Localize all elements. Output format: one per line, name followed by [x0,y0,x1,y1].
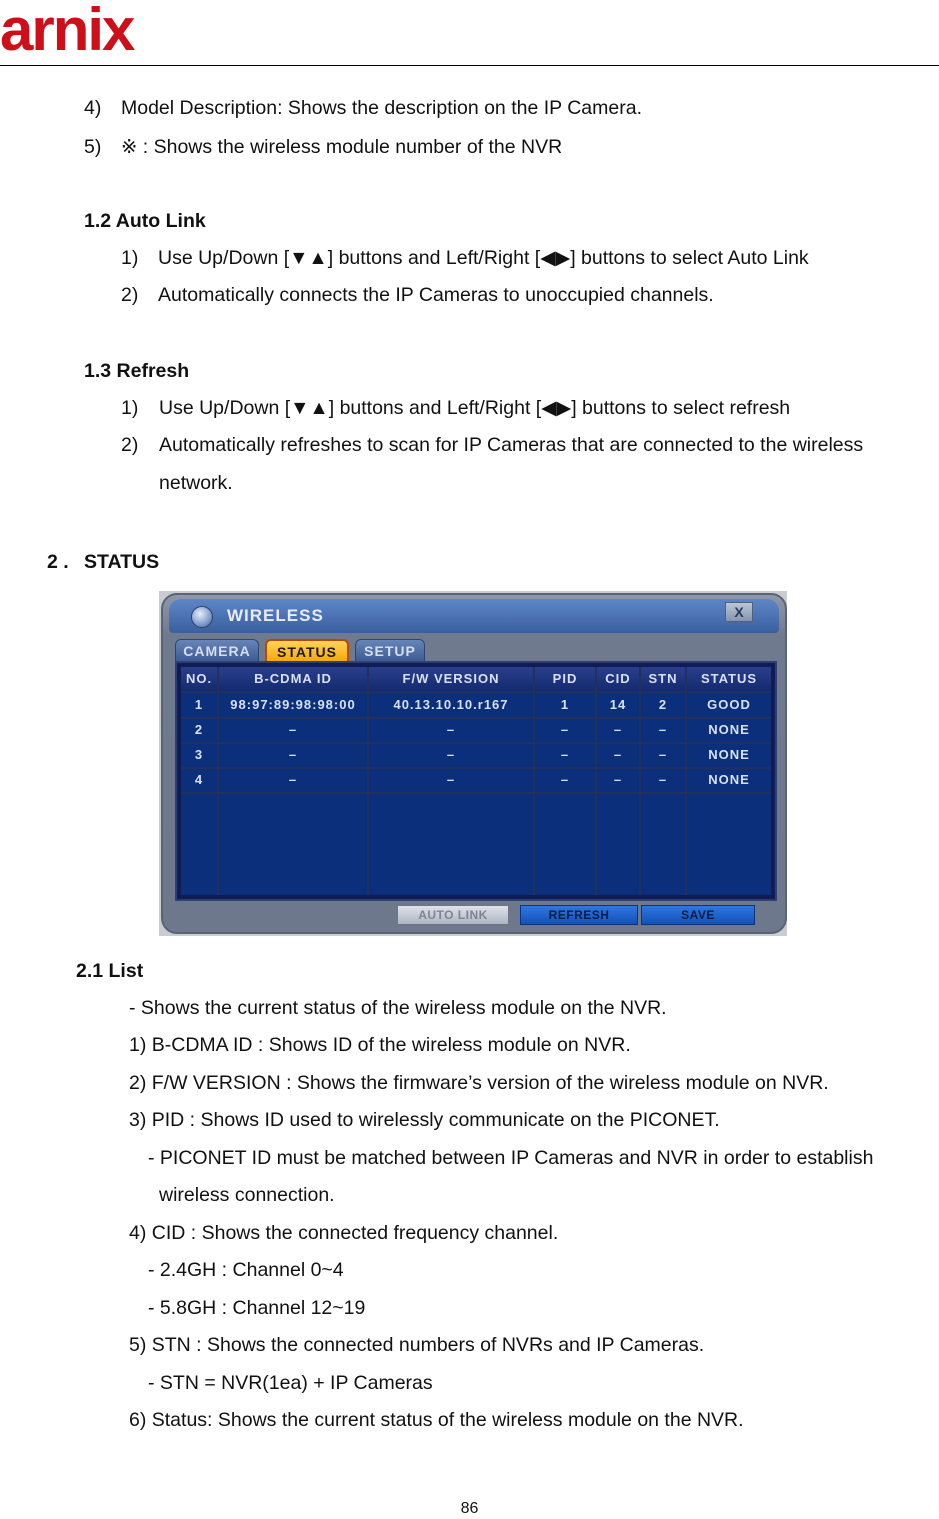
table-cell: – [446,772,456,787]
table-cell: – [658,772,668,787]
auto-link-step-1-number: 1) [121,247,139,269]
table-cell: 14 [609,697,627,712]
heading-refresh: 1.3 Refresh [84,360,190,382]
wireless-status-dialog [159,591,787,936]
table-cell: – [288,747,298,762]
item-5-number: 5) [84,136,102,158]
item-4-number: 4) [84,97,102,119]
table-cell: 3 [194,747,204,762]
heading-auto-link: 1.2 Auto Link [84,210,206,232]
table-cell: 40.13.10.10.r167 [393,697,509,712]
refresh-step-1-number: 1) [121,397,139,419]
table-cell: 98:97:89:98:98:00 [230,697,356,712]
tab-status[interactable]: STATUS [265,639,349,665]
column-header-status: STATUS [687,667,771,691]
table-cell: – [613,747,623,762]
status-table [181,667,771,895]
svg-text:arnix: arnix [0,0,134,63]
column-header-bcdma-id: B-CDMA ID [219,667,367,691]
dialog-window [161,593,787,934]
table-cell: – [288,772,298,787]
item-5-text: ※ : Shows the wireless module number of the NVR [121,136,563,158]
auto-link-step-2-number: 2) [121,284,139,306]
table-cell: – [560,747,570,762]
list-item-cid: 4) CID : Shows the connected frequency channel. [129,1222,559,1244]
column-header-fw-version: F/W VERSION [369,667,533,691]
tab-setup[interactable]: SETUP [355,639,425,663]
auto-link-button[interactable]: AUTO LINK [397,905,509,925]
refresh-step-1: Use Up/Down [▼▲] buttons and Left/Right [◀▶] buttons to select refresh [159,397,791,419]
dialog-titlebar [169,599,779,633]
stn-note: - STN = NVR(1ea) + IP Cameras [148,1372,433,1394]
heading-status: STATUS [84,551,160,573]
table-cell: – [560,722,570,737]
table-cell: – [613,772,623,787]
close-button[interactable]: X [725,602,753,622]
table-cell: NONE [708,747,750,762]
cid-note-58: - 5.8GH : Channel 12~19 [148,1297,366,1319]
list-item-pid: 3) PID : Shows ID used to wirelessly communicate on the PICONET. [129,1109,720,1131]
item-4-text: Model Description: Shows the description on the IP Camera. [121,97,642,119]
refresh-step-2-number: 2) [121,434,139,456]
table-cell: 1 [194,697,204,712]
list-item-fw-version: 2) F/W VERSION : Shows the firmware’s version of the wireless module on NVR. [129,1072,829,1094]
list-item-bcdma-id: 1) B-CDMA ID : Shows ID of the wireless module on NVR. [129,1034,631,1056]
table-cell: 4 [194,772,204,787]
section-2-number: 2 . [47,551,69,573]
list-desc: - Shows the current status of the wireless module on the NVR. [129,997,667,1019]
table-cell: – [288,722,298,737]
table-cell: – [560,772,570,787]
refresh-button[interactable]: REFRESH [520,905,638,925]
table-cell: – [446,747,456,762]
arnix-logo [0,0,180,66]
save-button[interactable]: SAVE [641,905,755,925]
dialog-title: WIRELESS [227,606,324,625]
refresh-step-2-line-2: network. [159,472,233,494]
auto-link-step-2: Automatically connects the IP Cameras to unoccupied channels. [158,284,714,306]
table-cell: – [613,722,623,737]
table-cell: NONE [708,722,750,737]
table-cell: – [658,747,668,762]
auto-link-step-1: Use Up/Down [▼▲] buttons and Left/Right [◀▶] buttons to select Auto Link [158,247,809,269]
grid-line [181,792,771,794]
page-number: 86 [460,1500,479,1517]
heading-list: 2.1 List [76,960,144,982]
column-header-pid: PID [535,667,595,691]
table-cell: 2 [194,722,204,737]
refresh-step-2-line-1: Automatically refreshes to scan for IP Cameras that are connected to the wireless [159,434,864,456]
table-cell: 2 [658,697,668,712]
pid-note-line-1: - PICONET ID must be matched between IP Cameras and NVR in order to establish [148,1147,874,1169]
table-cell: 1 [560,697,570,712]
column-header-stn: STN [641,667,685,691]
tab-camera[interactable]: CAMERA [175,639,259,663]
status-panel [175,661,777,901]
table-cell: GOOD [707,697,751,712]
header-rule [0,65,939,66]
table-cell: NONE [708,772,750,787]
column-header-no: NO. [181,667,217,691]
list-item-stn: 5) STN : Shows the connected numbers of NVRs and IP Cameras. [129,1334,705,1356]
list-item-status: 6) Status: Shows the current status of the wireless module on the NVR. [129,1409,744,1431]
column-header-cid: CID [597,667,639,691]
table-cell: – [446,722,456,737]
pid-note-line-2: wireless connection. [159,1184,335,1206]
table-cell: – [658,722,668,737]
cid-note-24: - 2.4GH : Channel 0~4 [148,1259,344,1281]
wireless-icon [191,606,213,628]
